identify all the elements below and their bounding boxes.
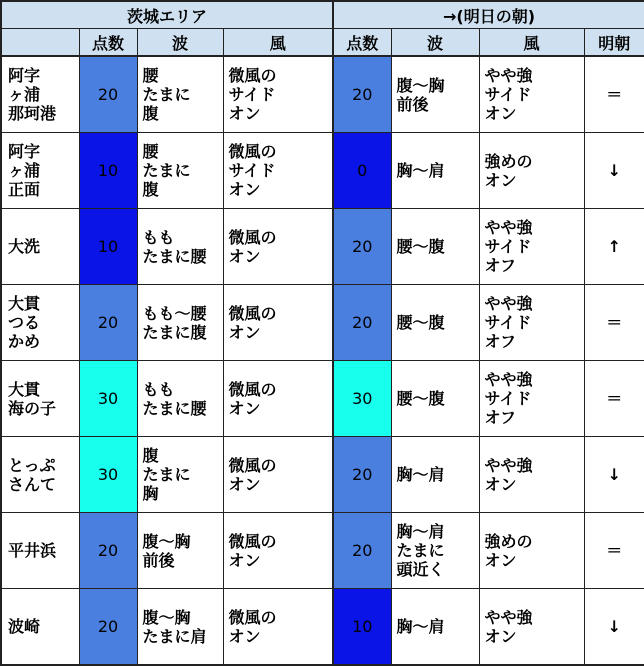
group-header-row (1, 1, 644, 29)
table-row (1, 56, 644, 133)
wave-tomorrow: 胸～肩 (391, 589, 479, 666)
wind-tomorrow: やや強 サイド オン (479, 56, 584, 133)
wave-tomorrow: 胸～肩 (391, 437, 479, 513)
score-tomorrow: 10 (333, 589, 391, 666)
spot-name: 阿字 ヶ浦 正面 (1, 133, 79, 209)
wave-tomorrow: 腰～腹 (391, 361, 479, 437)
column-header-row (1, 29, 644, 57)
trend-indicator: ＝ (584, 285, 644, 361)
wave-today: もも たまに腰 (137, 209, 223, 285)
score-today: 10 (79, 209, 137, 285)
wave-tomorrow: 腰～腹 (391, 209, 479, 285)
score-tomorrow: 20 (333, 285, 391, 361)
wind-today: 微風の オン (223, 437, 333, 513)
score-tomorrow: 0 (333, 133, 391, 209)
col-score-tomorrow: 点数 (333, 29, 391, 57)
wind-tomorrow: 強めの オン (479, 513, 584, 589)
group-header-today: 茨城エリア (1, 1, 333, 29)
wave-today: もも～腰 たまに腹 (137, 285, 223, 361)
score-today: 30 (79, 361, 137, 437)
score-today: 20 (79, 56, 137, 133)
col-score: 点数 (79, 29, 137, 57)
trend-indicator: ＝ (584, 56, 644, 133)
col-spot (1, 29, 79, 57)
table-row (1, 361, 644, 437)
score-today: 30 (79, 437, 137, 513)
wind-tomorrow: やや強 オン (479, 437, 584, 513)
wind-today: 微風の サイド オン (223, 56, 333, 133)
wave-tomorrow: 胸～肩 (391, 133, 479, 209)
spot-name: 阿字 ヶ浦 那珂港 (1, 56, 79, 133)
trend-indicator: ＝ (584, 513, 644, 589)
wave-today: 腰 たまに 腹 (137, 56, 223, 133)
table-row (1, 437, 644, 513)
score-today: 20 (79, 589, 137, 666)
wave-today: 腹 たまに 胸 (137, 437, 223, 513)
score-tomorrow: 20 (333, 56, 391, 133)
col-wind-tomorrow: 風 (479, 29, 584, 57)
score-tomorrow: 30 (333, 361, 391, 437)
wind-today: 微風の サイド オン (223, 133, 333, 209)
wind-today: 微風の オン (223, 209, 333, 285)
score-tomorrow: 20 (333, 209, 391, 285)
wind-tomorrow: やや強 サイド オフ (479, 285, 584, 361)
wave-today: 腰 たまに 腹 (137, 133, 223, 209)
spot-name: 平井浜 (1, 513, 79, 589)
score-tomorrow: 20 (333, 513, 391, 589)
wave-today: 腹～胸 たまに肩 (137, 589, 223, 666)
wave-today: もも たまに腰 (137, 361, 223, 437)
score-today: 20 (79, 285, 137, 361)
wave-tomorrow: 腹～胸 前後 (391, 56, 479, 133)
spot-name: 大洗 (1, 209, 79, 285)
col-trend: 明朝 (584, 29, 644, 57)
col-wave: 波 (137, 29, 223, 57)
wind-today: 微風の オン (223, 589, 333, 666)
wave-tomorrow: 胸～肩 たまに 頭近く (391, 513, 479, 589)
spot-name: 大貫 海の子 (1, 361, 79, 437)
table-row (1, 285, 644, 361)
trend-indicator: ↓ (584, 133, 644, 209)
wind-tomorrow: やや強 サイド オフ (479, 209, 584, 285)
col-wind: 風 (223, 29, 333, 57)
spot-name: 波崎 (1, 589, 79, 666)
wind-today: 微風の オン (223, 361, 333, 437)
table-row (1, 589, 644, 666)
wind-today: 微風の オン (223, 513, 333, 589)
col-wave-tomorrow: 波 (391, 29, 479, 57)
table-row (1, 133, 644, 209)
spot-name: とっぷ さんて (1, 437, 79, 513)
wave-today: 腹～胸 前後 (137, 513, 223, 589)
trend-indicator: ↓ (584, 437, 644, 513)
wind-tomorrow: やや強 オン (479, 589, 584, 666)
trend-indicator: ↑ (584, 209, 644, 285)
score-today: 10 (79, 133, 137, 209)
group-header-tomorrow: →(明日の朝) (333, 1, 644, 29)
table-row (1, 513, 644, 589)
wind-tomorrow: 強めの オン (479, 133, 584, 209)
score-today: 20 (79, 513, 137, 589)
score-tomorrow: 20 (333, 437, 391, 513)
wave-tomorrow: 腰～腹 (391, 285, 479, 361)
spot-name: 大貫 つる かめ (1, 285, 79, 361)
trend-indicator: ↓ (584, 589, 644, 666)
trend-indicator: ＝ (584, 361, 644, 437)
wind-tomorrow: やや強 サイド オフ (479, 361, 584, 437)
table-row (1, 209, 644, 285)
wind-today: 微風の オン (223, 285, 333, 361)
